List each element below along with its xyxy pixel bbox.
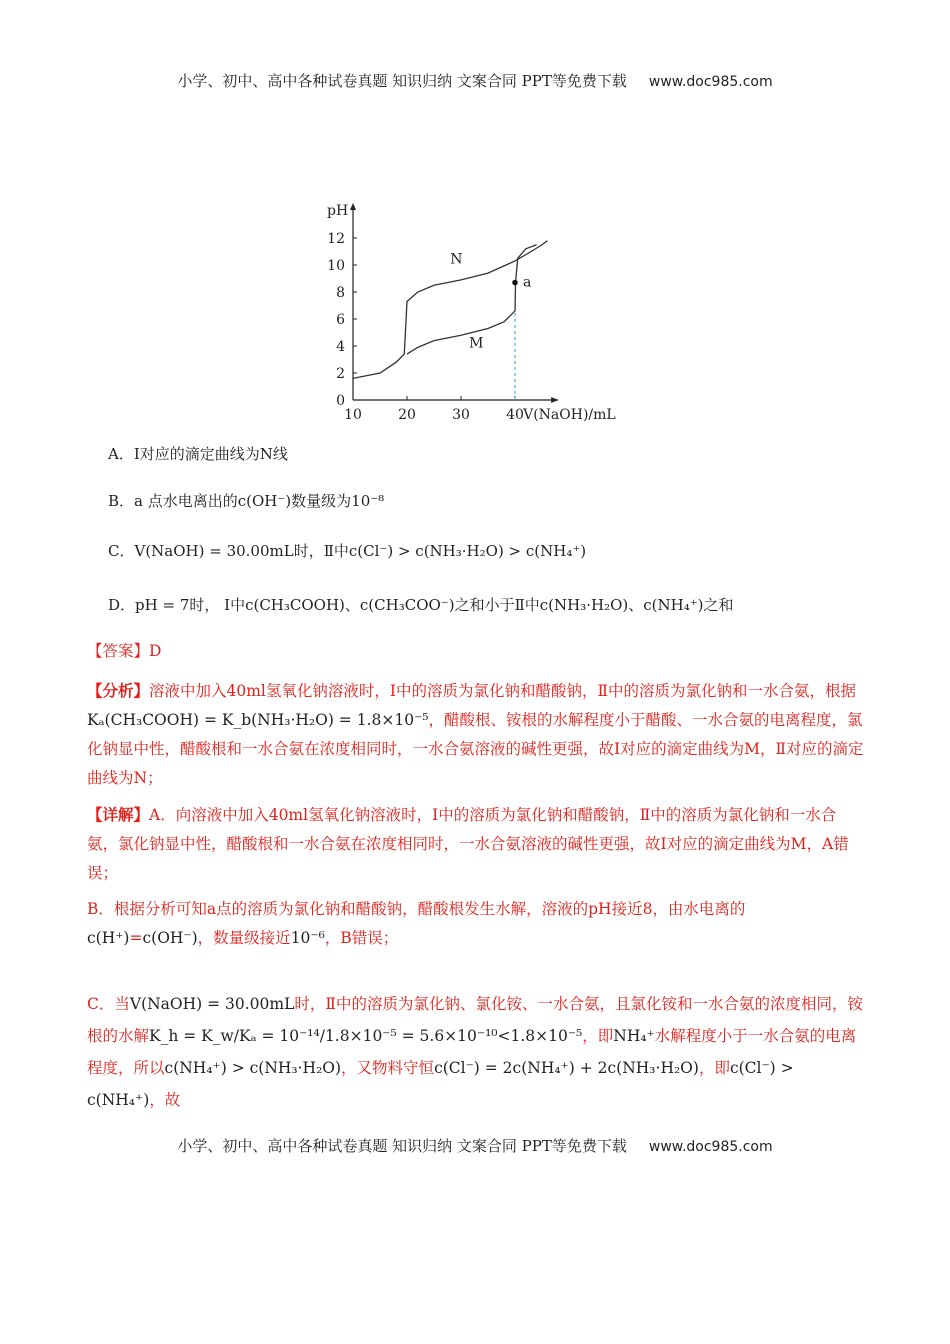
x-tick-label: 30 xyxy=(452,407,470,423)
option-b: B．a 点水电离出的c(OH⁻)数量级为10⁻⁸ xyxy=(108,492,385,510)
x-tick-label: 20 xyxy=(398,407,416,423)
point-a xyxy=(512,280,518,286)
footer-text: 小学、初中、高中各种试卷真题 知识归纳 文案合同 PPT等免费下载 xyxy=(177,1137,627,1155)
header-text: 小学、初中、高中各种试卷真题 知识归纳 文案合同 PPT等免费下载 xyxy=(177,72,627,90)
detail-c: C．当V(NaOH) = 30.00mL时，Ⅱ中的溶质为氯化钠、氯化铵、一水合氨，且氯化铵和一水合氨的浓度相同，铵根的水解K_h = K_w/Kₐ = 10⁻¹⁴/1.8×10⁻⁵ = 5.6×10⁻¹⁰<1.8×10⁻⁵，即NH₄⁺水解程度小于一水合氨的电离程度，所以c(NH₄⁺) > c(NH₃·H₂O)，又物料守恒c(Cl⁻) = 2c(NH₄⁺) + 2c(NH₃·H₂O)，即c(Cl⁻) > c(NH₄⁺)，故 xyxy=(87,995,863,1109)
y-axis-label: pH xyxy=(327,203,349,219)
y-tick-label: 2 xyxy=(336,366,345,382)
y-tick-label: 10 xyxy=(327,258,345,274)
point-a-label: a xyxy=(523,274,532,291)
footer-url[interactable]: www.doc985.com xyxy=(648,1139,773,1155)
page-footer xyxy=(0,1135,950,1156)
analysis: 【分析】溶液中加入40ml氢氧化钠溶液时，Ⅰ中的溶质为氯化钠和醋酸钠，Ⅱ中的溶质为氯化钠和一水合氨，根据Kₐ(CH₃COOH) = K_b(NH₃·H₂O) = 1.8×10⁻⁵，醋酸根、铵根的水解程度小于醋酸、一水合氨的电离程度，氯化钠显中性，醋酸根和一水合氨在浓度相同时，一水合氨溶液的碱性更强，故Ⅰ对应的滴定曲线为M，Ⅱ对应的滴定曲线为N； xyxy=(87,681,864,787)
page-header xyxy=(0,70,950,91)
option-d: D．pH = 7时， Ⅰ中c(CH₃COOH)、c(CH₃COO⁻)之和小于Ⅱ中c(NH₃·H₂O)、c(NH₄⁺)之和 xyxy=(108,596,734,614)
x-tick-label: 10 xyxy=(344,407,362,423)
detail-b: B．根据分析可知a点的溶质为氯化钠和醋酸钠，醋酸根发生水解，溶液的pH接近8，由水电离的c(H⁺)=c(OH⁻)，数量级接近10⁻⁶，B错误； xyxy=(87,900,746,947)
answer: 【答案】D xyxy=(87,642,162,660)
y-tick-label: 0 xyxy=(336,393,345,409)
series-label-M: M xyxy=(469,335,484,352)
x-tick-label: 40 xyxy=(506,407,524,423)
y-tick-label: 12 xyxy=(327,231,345,247)
y-tick-label: 8 xyxy=(336,285,345,301)
detail-a: 【详解】A．向溶液中加入40ml氢氧化钠溶液时，Ⅰ中的溶质为氯化钠和醋酸钠，Ⅱ中的溶质为氯化钠和一水合氨，氯化钠显中性，醋酸根和一水合氨在浓度相同时，一水合氨溶液的碱性更强，故Ⅰ对应的滴定曲线为M，A错误； xyxy=(87,805,849,882)
option-c: C．V(NaOH) = 30.00mL时，Ⅱ中c(Cl⁻) > c(NH₃·H₂O) > c(NH₄⁺) xyxy=(108,542,587,560)
y-axis-arrow xyxy=(350,203,356,210)
option-a: A．Ⅰ对应的滴定曲线为N线 xyxy=(108,445,288,463)
header-url[interactable]: www.doc985.com xyxy=(648,74,773,90)
x-axis-arrow xyxy=(551,397,558,403)
y-tick-label: 4 xyxy=(336,339,345,355)
y-tick-label: 6 xyxy=(336,312,345,328)
titration-chart xyxy=(325,195,655,435)
series-label-N: N xyxy=(450,251,463,268)
x-axis-label: V(NaOH)/mL xyxy=(523,407,616,423)
